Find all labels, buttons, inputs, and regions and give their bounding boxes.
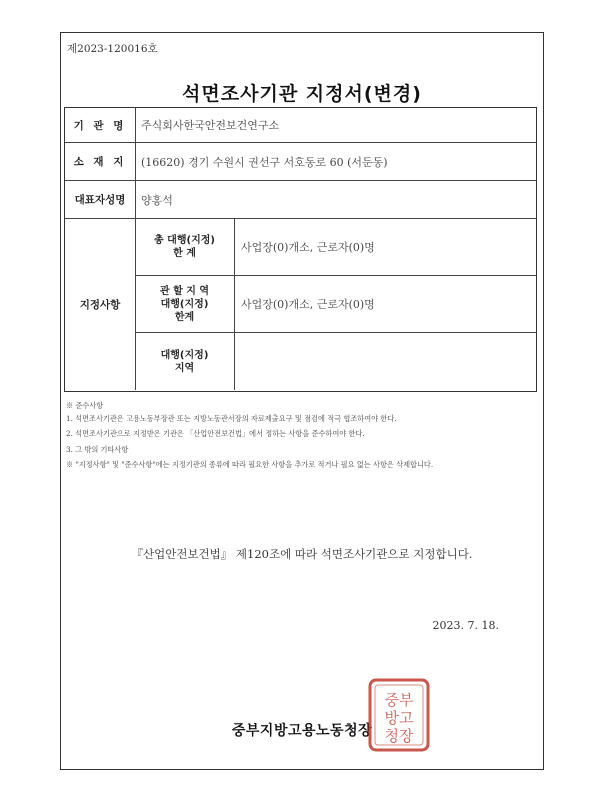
certificate-document (60, 32, 544, 770)
institution-row (65, 108, 536, 143)
designation-row (65, 219, 536, 390)
info-table (64, 107, 537, 392)
representative-value: 양홍석 (141, 193, 173, 207)
document-title: 석면조사기관 지정서(변경) (182, 83, 422, 105)
institution-label: 기 관 명 (65, 108, 136, 142)
region-label: 대행(지정) 지역 (135, 333, 235, 390)
institution-value: 주식회사한국안전보건연구소 (141, 119, 280, 132)
regional-limit-label: 관 할 지 역 대행(지정) 한계 (135, 276, 235, 333)
svg-text:청장: 청장 (384, 727, 414, 745)
svg-text:중부: 중부 (384, 691, 414, 709)
compliance-notes (66, 401, 535, 476)
representative-label: 대표자성명 (65, 181, 136, 218)
svg-text:방고: 방고 (384, 709, 414, 727)
address-value: (16620) 경기 수원시 권선구 서호동로 60 (서둔동) (141, 155, 388, 169)
note-item-1: 1. 석면조사기관은 고용노동부장관 또는 지방노동관서장의 자료제출요구 및 점검에 적극 협조하여야 한다. (66, 413, 397, 423)
address-label: 소 재 지 (65, 143, 136, 180)
note-item-2: 2. 석면조사기관으로 지정받은 기관은 「산업안전보건법」에서 정하는 사항을 준수하여야 한다. (66, 429, 365, 438)
document-number: 제2023-120016호 (67, 43, 158, 55)
representative-row (65, 181, 536, 219)
region-value (235, 333, 536, 390)
regional-limit-value: 사업장(0)개소, 근로자(0)명 (235, 276, 536, 333)
notes-header: ※ 준수사항 (66, 401, 104, 410)
note-item-3: 3. 그 밖의 기타사항 (66, 444, 129, 454)
issuer-name: 중부지방고용노동청장 (231, 723, 373, 739)
notes-footnote: ※ "지정사항" 및 "준수사항"에는 지정기관의 종류에 따라 필요한 사항을 추가로 적거나 필요 없는 사항은 삭제합니다. (66, 460, 434, 469)
declaration-text: 『산업안전보건법』 제120조에 따라 석면조사기관으로 지정합니다. (131, 547, 473, 561)
official-seal (367, 677, 431, 753)
total-limit-label: 총 대행(지정) 한 계 (135, 219, 235, 276)
designation-label: 지정사항 (65, 219, 136, 390)
total-limit-value: 사업장(0)개소, 근로자(0)명 (235, 219, 536, 276)
issue-date: 2023. 7. 18. (432, 619, 499, 632)
address-row (65, 143, 536, 181)
